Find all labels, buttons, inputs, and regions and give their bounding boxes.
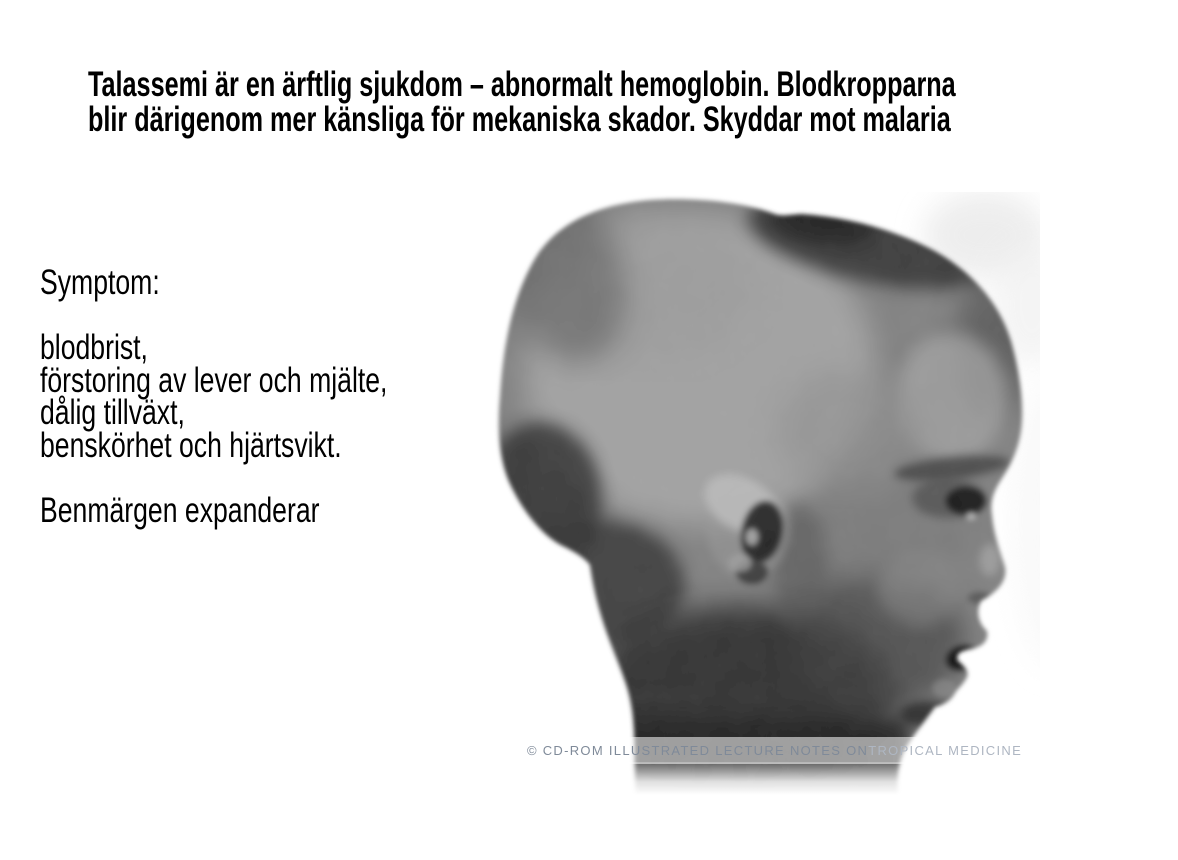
slide-title	[88, 67, 956, 137]
symptom-line: dålig tillväxt,	[40, 393, 185, 432]
caption-prefix: © CD-ROM ILLUSTRATED LECTURE NOTES ON	[526, 743, 869, 758]
symptom-line: blodbrist,	[40, 328, 148, 367]
symptom-line: Symptom:	[40, 263, 160, 302]
caption-highlight: TROPICAL MEDICINE	[868, 743, 1023, 758]
photo-caption	[526, 737, 1023, 764]
title-line: Talassemi är en ärftlig sjukdom – abnormalt hemoglobin. Blodkropparna	[88, 65, 956, 104]
symptom-list	[40, 263, 388, 530]
symptom-line: förstoring av lever och mjälte,	[40, 360, 388, 400]
photo-bottom-fade	[480, 762, 1040, 804]
title-line: blir därigenom mer känsliga för mekaniska skador. Skyddar mot malaria	[88, 100, 951, 139]
head-silhouette	[480, 192, 1040, 804]
symptom-line: Benmärgen expanderar	[40, 490, 320, 530]
patient-photo	[480, 192, 1040, 804]
symptom-line: benskörhet och hjärtsvikt.	[40, 425, 342, 465]
symptom-line	[40, 462, 387, 495]
patient-photo-drawing	[480, 192, 1040, 804]
